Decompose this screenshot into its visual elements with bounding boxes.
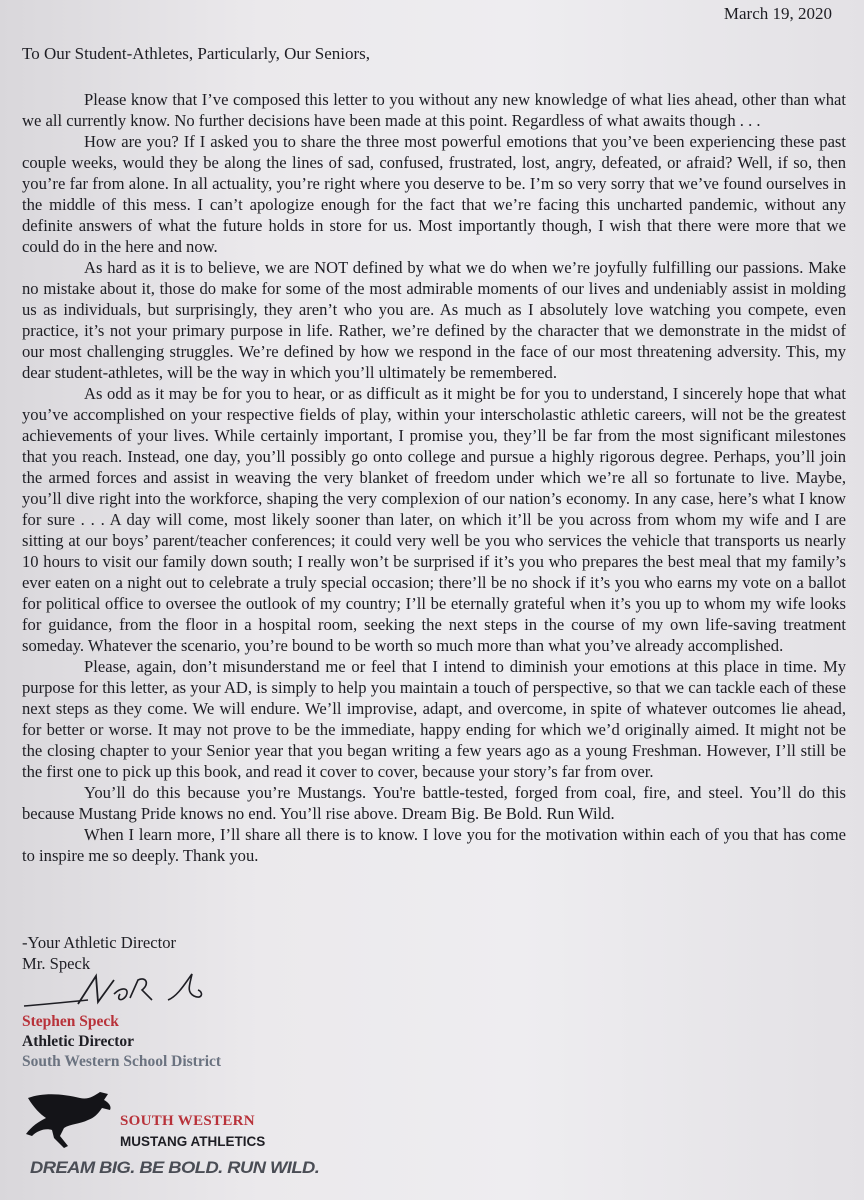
signer-title: Athletic Director bbox=[22, 1033, 135, 1050]
signer-name: Stephen Speck bbox=[22, 1013, 119, 1030]
salutation: To Our Student-Athletes, Particularly, Our Seniors, bbox=[22, 44, 371, 63]
signer-district: South Western School District bbox=[22, 1053, 222, 1070]
letter-date: March 19, 2020 bbox=[723, 4, 832, 23]
closing-line-2: Mr. Speck bbox=[22, 954, 91, 973]
paragraph-6: You’ll do this because you’re Mustangs. You're battle-tested, forged from coal, fire, and steel. You’ll do this because Mustang Pride knows no end. You’ll rise above. Dream Big. Be Bold. Run Wild. bbox=[22, 783, 846, 823]
paragraph-4: As odd as it may be for you to hear, or as difficult as it might be for you to understand, I sincerely hope that what you’ve accomplished on your respective fields of play, within your interscholastic athletic careers, will not be the greatest achievements of your lives. While certainly important, I promise you, they’ll be far from the most significant milestones that you reach. Instead, one day, you’ll possibly go onto college and pursue a highly rigorous degree. Perhaps, you’ll join the armed forces and assist in weaving the very blanket of freedom under which we’re all so fortunate to live. Maybe, you’ll dive right into the workforce, shaping the very complexion of our nation’s economy. In any case, here’s what I know for sure . . . A day will come, most likely sooner than later, on which it’ll be you across from whom my wife and I are sitting at our boys’ parent/teacher conferences; it could very well be you who services the vehicle that transports us nearly 10 hours to visit our family down south; I really won’t be surprised if it’s you who prepares the best meal that my family’s ever eaten on a night out to celebrate a truly special occasion; there’ll be no shock if it’s you who earns my vote on a ballot for political office to oversee the outlook of my country; I’ll be eternally grateful when it’s you up to whom my wife looks for guidance, from the floor in a hospital room, seeking the next steps in the course of my own life-saving treatment someday. Whatever the scenario, you’re bound to be worth so much more than what you’ve already accomplished. bbox=[22, 384, 846, 655]
letter-body bbox=[22, 89, 846, 866]
paragraph-2: How are you? If I asked you to share the three most powerful emotions that you’ve been experiencing these past couple weeks, would they be along the lines of sad, confused, frustrated, lost, angry, defeated, or afraid? Well, if so, then you’re far from alone. In all actuality, you’re right where you deserve to be. I’m so very sorry that we’ve found ourselves in the middle of this mess. I can’t apologize enough for the fact that we’re facing this uncharted pandemic, without any definite answers of what the future holds in store for us. Most importantly though, I wish that there were more that we could do in the here and now. bbox=[22, 132, 846, 256]
logo-athletics: MUSTANG ATHLETICS bbox=[120, 1134, 266, 1149]
logo-tagline: DREAM BIG. BE BOLD. RUN WILD. bbox=[30, 1158, 320, 1177]
logo-school-name: SOUTH WESTERN bbox=[120, 1113, 255, 1129]
signature-block bbox=[22, 1012, 221, 1072]
paragraph-3: As hard as it is to believe, we are NOT defined by what we do when we’re joyfully fulfilling our passions. Make no mistake about it, those do make for some of the most admirable moments of our lives and undeniably assist in molding us as individuals, but surprisingly, they aren’t who you are. As much as I absolutely love watching you compete, even practice, it’s not your primary purpose in life. Rather, we’re defined by the character that we demonstrate in the midst of our most challenging struggles. We’re defined by how we respond in the face of our most threatening adversity. This, my dear student-athletes, will be the way in which you’ll ultimately be remembered. bbox=[22, 258, 846, 382]
paragraph-1: Please know that I’ve composed this letter to you without any new knowledge of what lies ahead, other than what we all currently know. No further decisions have been made at this point. Regardless of what awaits though . . . bbox=[22, 90, 846, 130]
paragraph-5: Please, again, don’t misunderstand me or feel that I intend to diminish your emotions at this place in time. My purpose for this letter, as your AD, is simply to help you maintain a touch of perspective, so that we can tackle each of these next steps as they come. We will endure. We’ll improvise, adapt, and overcome, in spite of whatever outcomes lie ahead, for better or worse. It may not prove to be the immediate, happy ending for which we’d originally aimed. It might not be the closing chapter to your Senior year that you began writing a few years ago as a young Freshman. However, I’ll still be the first one to pick up this book, and read it cover to cover, because your story’s far from over. bbox=[22, 657, 846, 781]
paragraph-7: When I learn more, I’ll share all there is to know. I love you for the motivation within each of you that has come to inspire me so deeply. Thank you. bbox=[22, 825, 846, 865]
handwritten-signature bbox=[18, 966, 218, 1016]
closing-line-1: -Your Athletic Director bbox=[22, 933, 177, 952]
